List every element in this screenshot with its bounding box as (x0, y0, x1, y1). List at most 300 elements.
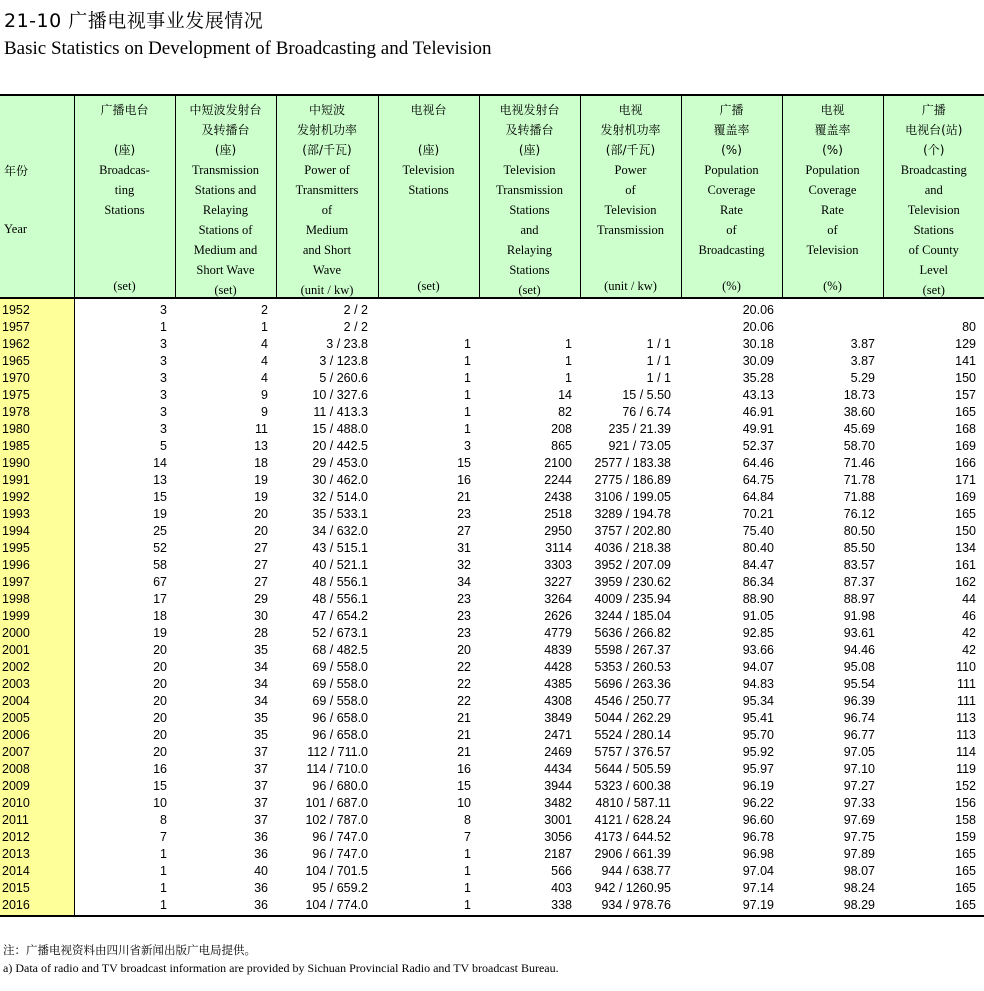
data-cell: 1 (160, 881, 167, 895)
data-cell: 95.54 (843, 677, 875, 691)
data-cell: 18 (153, 609, 167, 623)
column-header-en-line: Medium and (193, 243, 258, 257)
year-cell: 1991 (0, 472, 74, 489)
data-cell: 25 (153, 524, 167, 538)
table-row (0, 336, 984, 353)
data-cell: 64.75 (742, 473, 774, 487)
data-cell: 141 (955, 354, 976, 368)
data-cell: 22 (457, 694, 471, 708)
year-cell: 1994 (0, 523, 74, 540)
data-cell: 95.70 (742, 728, 774, 742)
data-cell: 36 (254, 830, 268, 844)
data-cell: 110 (956, 660, 976, 674)
data-cell: 1 / 1 (646, 354, 671, 368)
column-header-en-line: Television (907, 203, 960, 217)
data-cell: 40 (254, 864, 268, 878)
data-cell: 80 (962, 320, 976, 334)
data-cell: 15 (457, 779, 471, 793)
data-cell: 93.61 (843, 626, 875, 640)
data-cell: 98.07 (843, 864, 875, 878)
table-row (0, 574, 984, 591)
data-cell: 8 (464, 813, 471, 827)
data-cell: 102 / 787.0 (305, 813, 368, 827)
year-cell: 2015 (0, 880, 74, 897)
data-cell: 2950 (544, 524, 572, 538)
year-column-header (0, 95, 74, 298)
column-unit: (set) (518, 283, 541, 297)
data-cell: 15 (457, 456, 471, 470)
data-cell: 3 (464, 439, 471, 453)
data-cell: 23 (457, 626, 471, 640)
data-cell: 97.04 (742, 864, 774, 878)
table-row (0, 298, 984, 319)
data-cell: 3952 / 207.09 (594, 558, 671, 572)
column-header-zh-line: 电视 (820, 103, 845, 117)
data-cell: 942 / 1260.95 (594, 881, 671, 895)
data-cell: 10 / 327.6 (312, 388, 368, 402)
data-cell: 35 (254, 728, 268, 742)
data-cell: 9 (261, 388, 268, 402)
data-cell: 921 / 73.05 (608, 439, 671, 453)
column-header-en-line: Rate (720, 203, 743, 217)
data-cell: 46 (962, 609, 976, 623)
data-cell: 4385 (544, 677, 572, 691)
data-cell: 37 (254, 762, 268, 776)
data-cell: 49.91 (742, 422, 774, 436)
table-row (0, 506, 984, 523)
data-cell (378, 298, 479, 319)
data-cell: 36 (254, 847, 268, 861)
column-header-zh-line: 电视发射台 (499, 103, 560, 117)
data-cell: 20 (153, 660, 167, 674)
year-cell: 1985 (0, 438, 74, 455)
data-cell: 1 (565, 337, 572, 351)
year-cell: 2004 (0, 693, 74, 710)
table-row (0, 795, 984, 812)
data-cell: 10 (153, 796, 167, 810)
data-cell: 114 (956, 745, 976, 759)
column-header-en-line: Broadcasting (900, 163, 967, 177)
data-cell: 165 (883, 897, 984, 916)
data-cell (782, 319, 883, 336)
table-row (0, 591, 984, 608)
data-cell: 4428 (544, 660, 572, 674)
data-cell: 2518 (544, 507, 572, 521)
data-cell: 47 / 654.2 (312, 609, 368, 623)
data-cell: 3244 / 185.04 (594, 609, 671, 623)
data-cell: 71.46 (843, 456, 875, 470)
data-cell: 5 (160, 439, 167, 453)
data-cell: 16 (457, 762, 471, 776)
data-cell: 37 (254, 813, 268, 827)
data-cell: 16 (457, 473, 471, 487)
data-cell: 30.18 (742, 337, 774, 351)
data-cell: 165 (955, 864, 976, 878)
column-unit: (set) (922, 283, 945, 297)
column-header-en-line: and Short (302, 243, 352, 257)
data-cell: 5598 / 267.37 (594, 643, 671, 657)
data-cell: 27 (254, 575, 268, 589)
footnote-zh: 注：广播电视资料由四川省新闻出版广电局提供。 (3, 943, 256, 957)
data-cell: 3 / 23.8 (326, 337, 368, 351)
column-header-zh-line (427, 120, 431, 140)
data-cell: 58.70 (843, 439, 875, 453)
column-header-en-line: Short Wave (196, 263, 255, 277)
year-cell: 2000 (0, 625, 74, 642)
data-cell: 9 (261, 405, 268, 419)
data-cell: 3303 (544, 558, 572, 572)
data-cell: 20 (153, 711, 167, 725)
data-cell: 17 (153, 592, 167, 606)
data-cell (580, 319, 681, 336)
data-cell: 42 (962, 643, 976, 657)
data-cell: 68 / 482.5 (312, 643, 368, 657)
data-cell: 159 (955, 830, 976, 844)
data-cell: 15 / 488.0 (312, 422, 368, 436)
column-header-en-line: Television (604, 203, 657, 217)
data-cell: 5636 / 266.82 (594, 626, 671, 640)
data-cell: 83.57 (843, 558, 875, 572)
data-cell: 2 (261, 303, 268, 317)
data-cell: 1 (464, 864, 471, 878)
year-cell: 2003 (0, 676, 74, 693)
data-cell: 3106 / 199.05 (594, 490, 671, 504)
column-header-zh-line: (个) (923, 143, 945, 157)
column-header-en-line: Stations of (198, 223, 253, 237)
data-cell: 101 / 687.0 (305, 796, 368, 810)
data-cell: 4 (261, 354, 268, 368)
column-header-zh-line: 电视台 (410, 103, 447, 117)
data-cell: 1 (74, 897, 175, 916)
column-header-en-line: Rate (821, 203, 844, 217)
data-cell: 95.34 (742, 694, 774, 708)
data-cell: 15 (153, 490, 167, 504)
data-cell: 3 (160, 405, 167, 419)
data-cell: 21 (457, 711, 471, 725)
data-cell: 3757 / 202.80 (594, 524, 671, 538)
data-cell: 35.28 (742, 371, 774, 385)
data-cell: 3 (160, 337, 167, 351)
data-cell: 27 (254, 558, 268, 572)
column-header-en-line: Television (806, 243, 859, 257)
column-header-en-line: Stations and (194, 183, 257, 197)
column-header-zh-line: 中短波发射台 (189, 103, 262, 117)
data-cell: 5353 / 260.53 (594, 660, 671, 674)
year-cell: 1990 (0, 455, 74, 472)
data-cell: 96.77 (843, 728, 875, 742)
table-row (0, 812, 984, 829)
data-cell: 104 / 774.0 (276, 897, 378, 916)
data-cell: 32 (457, 558, 471, 572)
table-row (0, 778, 984, 795)
data-cell: 2626 (544, 609, 572, 623)
data-cell: 2471 (544, 728, 572, 742)
data-cell: 76.12 (843, 507, 875, 521)
table-row (0, 676, 984, 693)
year-cell: 1965 (0, 353, 74, 370)
data-cell: 36 (175, 897, 276, 916)
column-header-en-line: Coverage (707, 183, 756, 197)
column-header (175, 95, 276, 298)
table-row (0, 540, 984, 557)
data-cell: 97.05 (843, 745, 875, 759)
data-cell: 5 / 260.6 (319, 371, 368, 385)
column-header-zh-line: (部/千瓦) (302, 143, 352, 157)
data-cell: 1 (464, 337, 471, 351)
data-cell: 95 / 659.2 (312, 881, 368, 895)
data-cell: 37 (254, 796, 268, 810)
data-cell: 158 (955, 813, 976, 827)
data-cell: 15 / 5.50 (622, 388, 671, 402)
column-header-zh-line (123, 120, 127, 140)
data-cell: 80.50 (843, 524, 875, 538)
year-header-zh: 年份 (4, 164, 29, 178)
data-cell: 29 / 453.0 (312, 456, 368, 470)
data-cell: 134 (955, 541, 976, 555)
year-cell: 2011 (0, 812, 74, 829)
data-cell: 35 (254, 711, 268, 725)
data-cell: 48 / 556.1 (312, 592, 368, 606)
data-cell: 3482 (544, 796, 572, 810)
table-row (0, 608, 984, 625)
data-cell: 3227 (544, 575, 572, 589)
column-header-en-line: Stations (509, 263, 550, 277)
column-header-en-line: Transmission (192, 163, 259, 177)
table-row (0, 642, 984, 659)
table-row (0, 829, 984, 846)
data-cell: 1 (378, 897, 479, 916)
data-cell: 3 / 123.8 (319, 354, 368, 368)
data-cell: 76 / 6.74 (622, 405, 671, 419)
table-row (0, 387, 984, 404)
table-row (0, 880, 984, 897)
data-cell: 48 / 556.1 (312, 575, 368, 589)
data-cell: 34 (457, 575, 471, 589)
year-cell: 1997 (0, 574, 74, 591)
data-cell: 30 (254, 609, 268, 623)
column-header-zh-line: 广播电台 (100, 103, 149, 117)
data-cell: 162 (955, 575, 976, 589)
column-unit: (set) (214, 283, 237, 297)
data-cell: 165 (955, 405, 976, 419)
data-cell: 7 (464, 830, 471, 844)
year-cell: 1992 (0, 489, 74, 506)
data-cell: 80.40 (742, 541, 774, 555)
table-row (0, 319, 984, 336)
column-header-en-line: Stations (913, 223, 954, 237)
data-cell: 2438 (544, 490, 572, 504)
data-cell: 8 (160, 813, 167, 827)
year-cell: 2012 (0, 829, 74, 846)
year-cell: 1996 (0, 557, 74, 574)
table-row (0, 693, 984, 710)
data-cell: 96.19 (742, 779, 774, 793)
column-header-zh-line: (%) (721, 143, 742, 157)
data-cell: 97.14 (742, 881, 774, 895)
data-cell: 5323 / 600.38 (594, 779, 671, 793)
column-header-en-line: Relaying (202, 203, 249, 217)
column-header-en-line: Television (402, 163, 455, 177)
column-header-en-line: Stations (509, 203, 550, 217)
data-cell: 75.40 (742, 524, 774, 538)
data-cell: 64.84 (742, 490, 774, 504)
data-cell: 113 (956, 711, 976, 725)
column-header-zh-line: (座) (417, 143, 440, 157)
data-cell: 165 (955, 881, 976, 895)
data-cell: 45.69 (843, 422, 875, 436)
data-cell: 4173 / 644.52 (594, 830, 671, 844)
data-cell: 129 (955, 337, 976, 351)
data-cell (479, 298, 580, 319)
data-cell: 4121 / 628.24 (594, 813, 671, 827)
column-header-zh-line: (座) (113, 143, 136, 157)
data-cell: 1 (464, 405, 471, 419)
data-cell: 20 (254, 524, 268, 538)
data-cell: 36 (254, 881, 268, 895)
data-cell: 566 (551, 864, 572, 878)
column-header-en-line: Population (704, 163, 759, 177)
data-cell: 23 (457, 507, 471, 521)
data-cell: 97.89 (843, 847, 875, 861)
column-header (681, 95, 782, 298)
data-cell: 84.47 (742, 558, 774, 572)
year-cell: 1957 (0, 319, 74, 336)
data-cell: 3 (160, 371, 167, 385)
data-cell: 46.91 (742, 405, 774, 419)
column-header-en-line: Relaying (506, 243, 553, 257)
data-cell: 20 (254, 507, 268, 521)
year-cell: 2007 (0, 744, 74, 761)
data-cell: 38.60 (843, 405, 875, 419)
data-cell: 23 (457, 609, 471, 623)
data-cell: 20.06 (742, 320, 774, 334)
data-cell: 166 (955, 456, 976, 470)
data-cell: 18 (254, 456, 268, 470)
column-header-zh-line: 发射机功率 (600, 123, 661, 137)
data-cell: 14 (558, 388, 572, 402)
data-cell: 3 (160, 388, 167, 402)
year-cell: 2005 (0, 710, 74, 727)
data-cell: 71.88 (843, 490, 875, 504)
data-cell: 22 (457, 660, 471, 674)
data-cell: 29 (254, 592, 268, 606)
data-cell: 30 / 462.0 (312, 473, 368, 487)
column-header-en-line: ting (114, 183, 135, 197)
data-cell: 96 / 658.0 (312, 711, 368, 725)
footnotes (3, 941, 559, 977)
column-header-en-line: of County (908, 243, 959, 257)
data-cell: 2 / 2 (343, 303, 368, 317)
data-cell: 4036 / 218.38 (594, 541, 671, 555)
column-header-en-line: Transmission (597, 223, 664, 237)
data-cell: 20 / 442.5 (312, 439, 368, 453)
table-row (0, 489, 984, 506)
table-row (0, 472, 984, 489)
data-cell: 21 (457, 490, 471, 504)
data-cell: 171 (955, 473, 976, 487)
column-header-zh-line: 电视 (618, 103, 643, 117)
data-cell: 20 (153, 728, 167, 742)
data-cell: 95.92 (742, 745, 774, 759)
data-cell: 3 (160, 303, 167, 317)
data-cell: 5044 / 262.29 (594, 711, 671, 725)
page-title-zh: 21-10 广播电视事业发展情况 (4, 10, 264, 32)
data-cell: 96 / 747.0 (312, 830, 368, 844)
data-cell: 208 (551, 422, 572, 436)
data-cell: 7 (160, 830, 167, 844)
data-cell: 96 / 658.0 (312, 728, 368, 742)
data-cell: 95.41 (742, 711, 774, 725)
data-cell: 1 (160, 864, 167, 878)
data-cell: 19 (254, 490, 268, 504)
column-header-en-line: Medium (305, 223, 349, 237)
column-header-en-line: Transmitters (295, 183, 359, 197)
data-cell: 32 / 514.0 (312, 490, 368, 504)
data-cell: 119 (956, 762, 976, 776)
column-header-en-line: Stations (408, 183, 449, 197)
year-cell: 1980 (0, 421, 74, 438)
data-cell: 3289 / 194.78 (594, 507, 671, 521)
year-cell: 2001 (0, 642, 74, 659)
column-unit: (%) (823, 279, 842, 293)
data-cell: 865 (551, 439, 572, 453)
data-cell: 169 (955, 490, 976, 504)
data-cell: 1 (464, 881, 471, 895)
year-cell: 2010 (0, 795, 74, 812)
year-cell: 1999 (0, 608, 74, 625)
data-cell: 20.06 (742, 303, 774, 317)
year-header-en: Year (4, 222, 28, 236)
data-cell: 14 (153, 456, 167, 470)
data-cell: 19 (153, 626, 167, 640)
table-row (0, 353, 984, 370)
year-cell: 2009 (0, 778, 74, 795)
year-cell: 1975 (0, 387, 74, 404)
column-header-en-line: Transmission (496, 183, 563, 197)
year-cell: 1978 (0, 404, 74, 421)
data-cell: 2100 (544, 456, 572, 470)
data-cell: 934 / 978.76 (580, 897, 681, 916)
year-cell: 2016 (0, 897, 74, 916)
data-cell: 3 (160, 422, 167, 436)
data-cell: 95.08 (843, 660, 875, 674)
data-cell: 403 (551, 881, 572, 895)
column-header-zh-line: (座) (214, 143, 237, 157)
data-cell: 1 (261, 320, 268, 334)
data-cell: 2577 / 183.38 (594, 456, 671, 470)
table-row (0, 438, 984, 455)
data-cell: 88.90 (742, 592, 774, 606)
data-cell: 20 (153, 643, 167, 657)
data-cell: 5696 / 263.36 (594, 677, 671, 691)
column-header-en-line: and (924, 183, 943, 197)
data-cell: 1 (464, 847, 471, 861)
data-cell: 4810 / 587.11 (595, 796, 671, 810)
data-cell: 338 (479, 897, 580, 916)
data-cell: 3114 (545, 541, 572, 555)
page-title-en: Basic Statistics on Development of Broadcasting and Television (4, 38, 492, 59)
column-header-zh-line: 电视台(站) (905, 123, 963, 137)
data-cell: 4779 (544, 626, 572, 640)
data-cell: 944 / 638.77 (601, 864, 671, 878)
data-cell: 235 / 21.39 (608, 422, 671, 436)
table-row (0, 370, 984, 387)
data-cell (479, 319, 580, 336)
data-cell: 1 / 1 (646, 337, 671, 351)
data-cell: 34 / 632.0 (312, 524, 368, 538)
column-header-en-line: of (321, 203, 333, 217)
column-unit: (set) (417, 279, 440, 293)
